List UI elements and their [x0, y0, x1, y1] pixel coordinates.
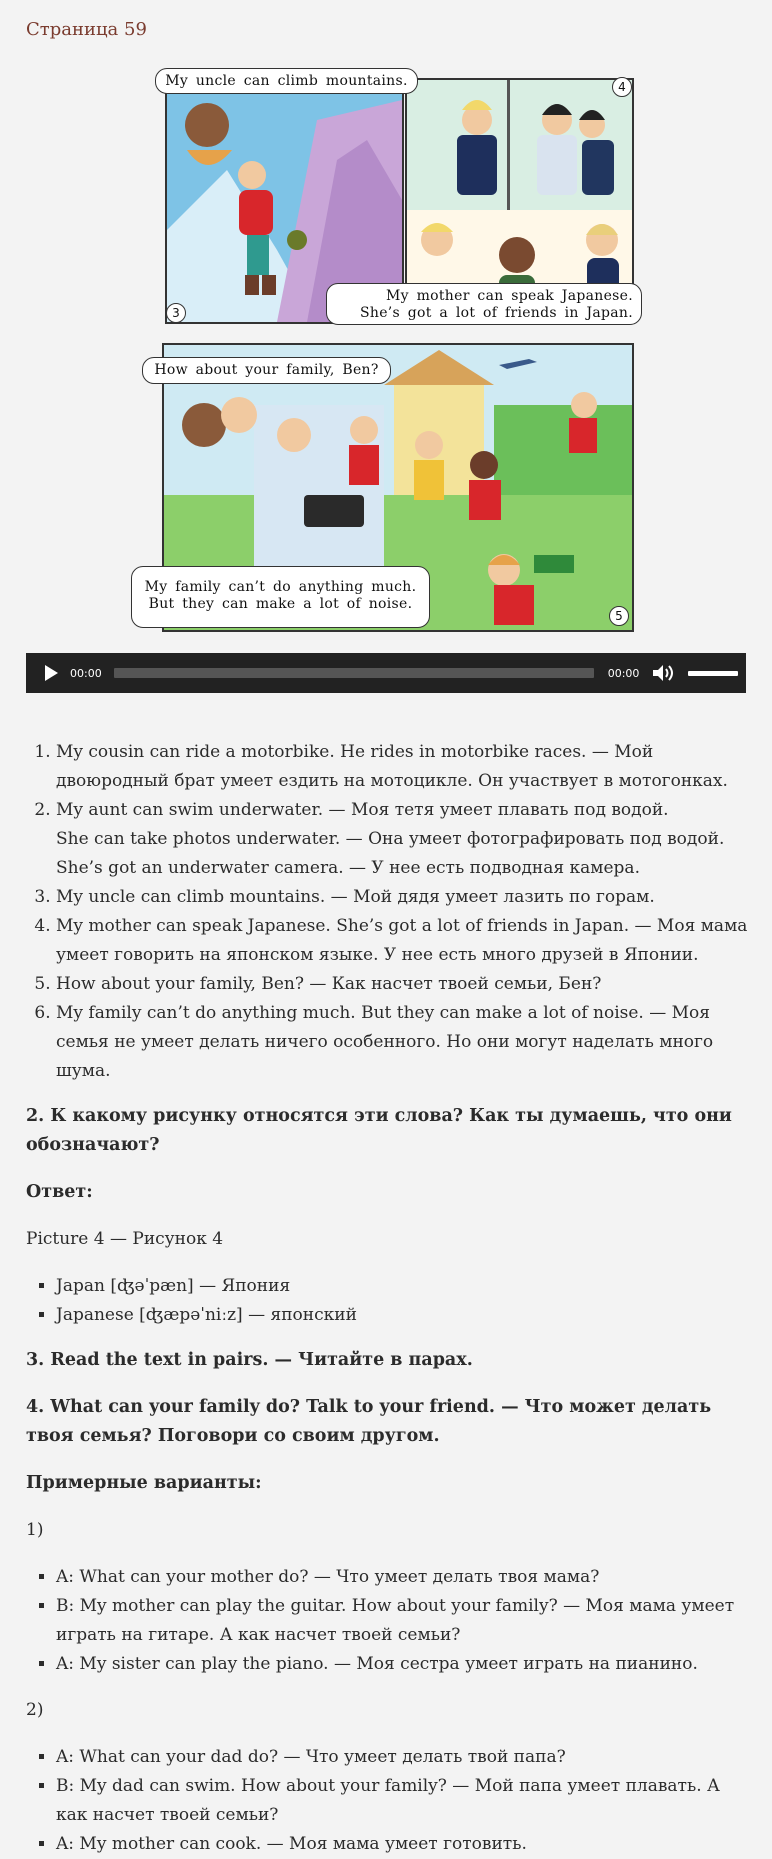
duration: 00:00 — [607, 666, 640, 680]
list-item: ▪ A: My sister can play the piano. — Моя сестра умеет играть на пианино. — [56, 1650, 748, 1679]
list-item: 1. My cousin can ride a motorbike. He rides in motorbike races. — Мой двоюродный брат умеет ездить на мотоцикле. Он участвует в мотогонках. — [56, 738, 748, 796]
list-item: ▪ Japanese [ʤæpəˈniːz] — японский — [56, 1301, 748, 1330]
variants-label: Примерные варианты: — [26, 1473, 262, 1493]
audio-player — [26, 653, 746, 693]
list-item: ▪ A: What can your mother do? — Что умеет делать твоя мама? — [56, 1563, 748, 1592]
task-4-heading: 4. What can your family do? Talk to your friend. — Что может делать твоя семья? Поговори со своим другом. — [26, 1397, 712, 1446]
list-item: 6. My family can’t do anything much. But they can make a lot of noise. — Моя семья не умеет делать ничего особенного. Но они могут наделать много шума. — [56, 999, 748, 1086]
list-item: ▪ B: My dad can swim. How about your family? — Мой папа умеет плавать. А как насчет твоей семьи? — [56, 1772, 748, 1830]
current-time: 00:00 — [70, 666, 102, 680]
answer-label: Ответ: — [26, 1182, 93, 1202]
translation-list — [26, 738, 748, 1086]
list-item: 3. My uncle can climb mountains. — Мой дядя умеет лазить по горам. — [56, 883, 748, 912]
volume-slider[interactable] — [688, 671, 738, 676]
list-item: ▪ A: What can your dad do? — Что умеет делать твой папа? — [56, 1743, 748, 1772]
list-item: 5. How about your family, Ben? — Как насчет твоей семьи, Бен? — [56, 970, 748, 999]
progress-slider[interactable] — [114, 668, 594, 678]
bubble-text: She’s got a lot of friends in Japan. — [359, 305, 633, 321]
page-title: Страница 59 — [26, 19, 147, 40]
panel-number-5: 5 — [609, 606, 629, 626]
dialogue-list-2 — [26, 1743, 748, 1859]
task-3-heading: 3. Read the text in pairs. — Читайте в парах. — [26, 1350, 473, 1370]
speech-bubble-mother — [326, 283, 642, 325]
speech-bubble-family — [131, 566, 430, 628]
panel-number-4: 4 — [612, 77, 632, 97]
bubble-text: My uncle can climb mountains. — [165, 73, 408, 89]
task-2-heading: 2. К какому рисунку относятся эти слова? Как ты думаешь, что они обозначают? — [26, 1106, 732, 1155]
variant-2-label: 2) — [26, 1700, 44, 1720]
speech-bubble-uncle — [155, 68, 418, 94]
volume-icon[interactable] — [652, 664, 674, 682]
variant-1-label: 1) — [26, 1520, 44, 1540]
bubble-text: But they can make a lot of noise. — [148, 596, 413, 612]
picture-answer: Picture 4 — Рисунок 4 — [26, 1229, 224, 1249]
panel-number-3: 3 — [166, 303, 186, 323]
article-content — [26, 738, 748, 1859]
dialogue-list-1 — [26, 1563, 748, 1679]
list-item: 4. My mother can speak Japanese. She’s got a lot of friends in Japan. — Моя мама умеет говорить на японском языке. У нее есть много друзей в Японии. — [56, 912, 748, 970]
play-icon[interactable] — [45, 665, 58, 681]
speech-bubble-question — [142, 357, 391, 384]
list-item: ▪ B: My mother can play the guitar. How about your family? — Моя мама умеет играть на гитаре. А как насчет твоей семьи? — [56, 1592, 748, 1650]
word-list — [26, 1272, 748, 1330]
list-item: ▪ A: My mother can cook. — Моя мама умеет готовить. — [56, 1830, 748, 1859]
list-item: ▪ Japan [ʤəˈpæn] — Япония — [56, 1272, 748, 1301]
bubble-text: How about your family, Ben? — [154, 362, 379, 378]
list-item: 2. My aunt can swim underwater. — Моя тетя умеет плавать под водой. She can take photos underwater. — Она умеет фотографировать под водой. She’s got an underwater camera. — У нее есть подводная камера. — [56, 796, 748, 883]
bubble-text: My mother can speak Japanese. — [385, 288, 633, 304]
bubble-text: My family can’t do anything much. — [144, 579, 417, 595]
